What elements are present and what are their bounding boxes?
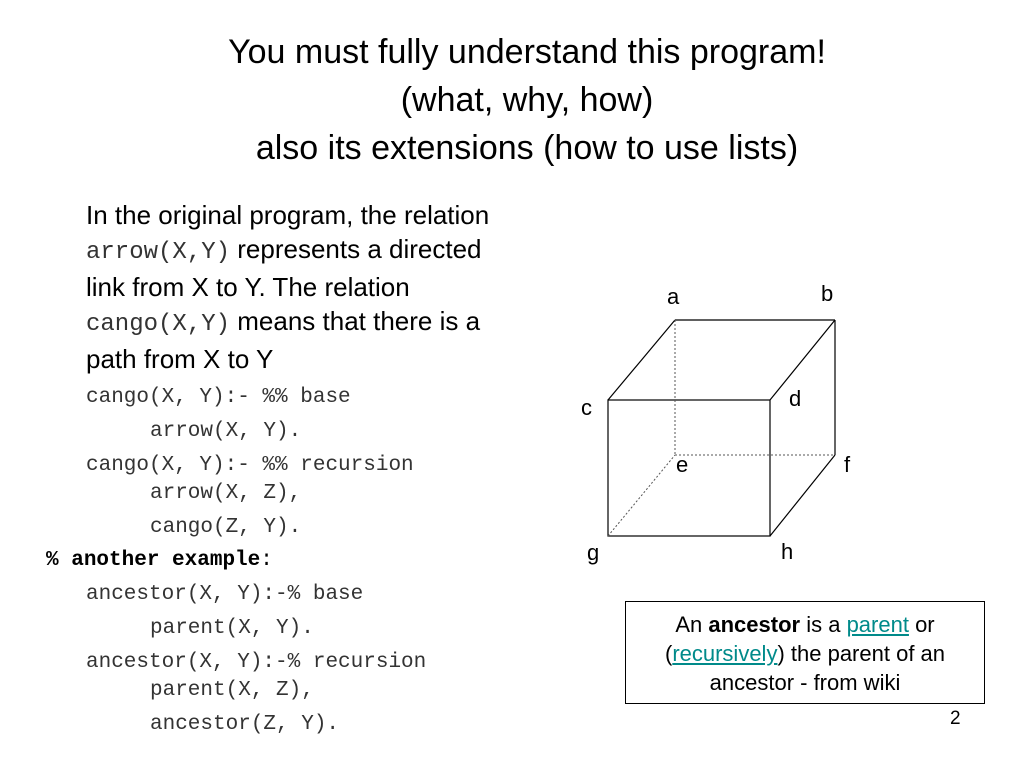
comment-colon: : (260, 549, 273, 572)
code-line: ancestor(X, Y):-% base (86, 583, 364, 606)
comment-text: another example (71, 549, 261, 572)
code-line: ancestor(X, Y):-% recursion (86, 651, 427, 674)
intro-text: In the original program, the relation (86, 200, 490, 230)
title-line-3: also its extensions (how to use lists) (255, 129, 799, 167)
cube-label-b: b (821, 281, 834, 306)
intro-text: represents a directed (230, 234, 482, 264)
note-text: ancestor - from wiki (709, 670, 901, 695)
code-line: cango(X, Y):- %% base (86, 386, 351, 409)
note-text: An (675, 612, 709, 637)
cube-edge-db (770, 320, 835, 400)
title-line-1: You must fully understand this program! (228, 33, 826, 71)
note-text: or (908, 612, 935, 637)
cube-label-a: a (667, 284, 680, 309)
intro-text: link from X to Y. The relation (86, 272, 410, 302)
intro-text: means that there is a (230, 306, 481, 336)
parent-link[interactable]: parent (846, 612, 909, 637)
code-line: arrow(X, Y). (150, 420, 302, 443)
cube-label-g: g (587, 540, 600, 565)
intro-text: path from X to Y (86, 344, 274, 374)
ancestor-definition-box (625, 601, 985, 704)
note-bold-term: ancestor (708, 612, 801, 637)
code-line: parent(X, Y). (150, 617, 314, 640)
cube-label-h: h (781, 539, 794, 564)
cube-label-f: f (844, 452, 851, 477)
code-line: parent(X, Z), (150, 679, 314, 702)
note-text: is a (800, 612, 847, 637)
code-line: cango(Z, Y). (150, 516, 302, 539)
cube-edge-ca (608, 320, 675, 400)
code-line: arrow(X, Z), (150, 482, 302, 505)
cube-edge-hf (770, 455, 835, 536)
recursively-link[interactable]: recursively (672, 641, 778, 666)
note-text: ) the parent of an (777, 641, 946, 666)
title-line-2: (what, why, how) (400, 81, 654, 119)
note-text: ( (664, 641, 673, 666)
code-line: cango(X, Y):- %% recursion (86, 454, 414, 477)
comment-marker: % (46, 549, 72, 572)
cube-label-d: d (789, 386, 802, 411)
cube-label-e: e (676, 452, 689, 477)
code-cango: cango(X,Y) (86, 311, 231, 338)
cube-label-c: c (581, 395, 592, 420)
code-arrow: arrow(X,Y) (86, 239, 231, 266)
cube-hidden-edge-ge (608, 455, 675, 536)
page-number: 2 (950, 708, 961, 729)
cube-front-face (608, 400, 770, 536)
code-line: ancestor(Z, Y). (150, 713, 340, 736)
